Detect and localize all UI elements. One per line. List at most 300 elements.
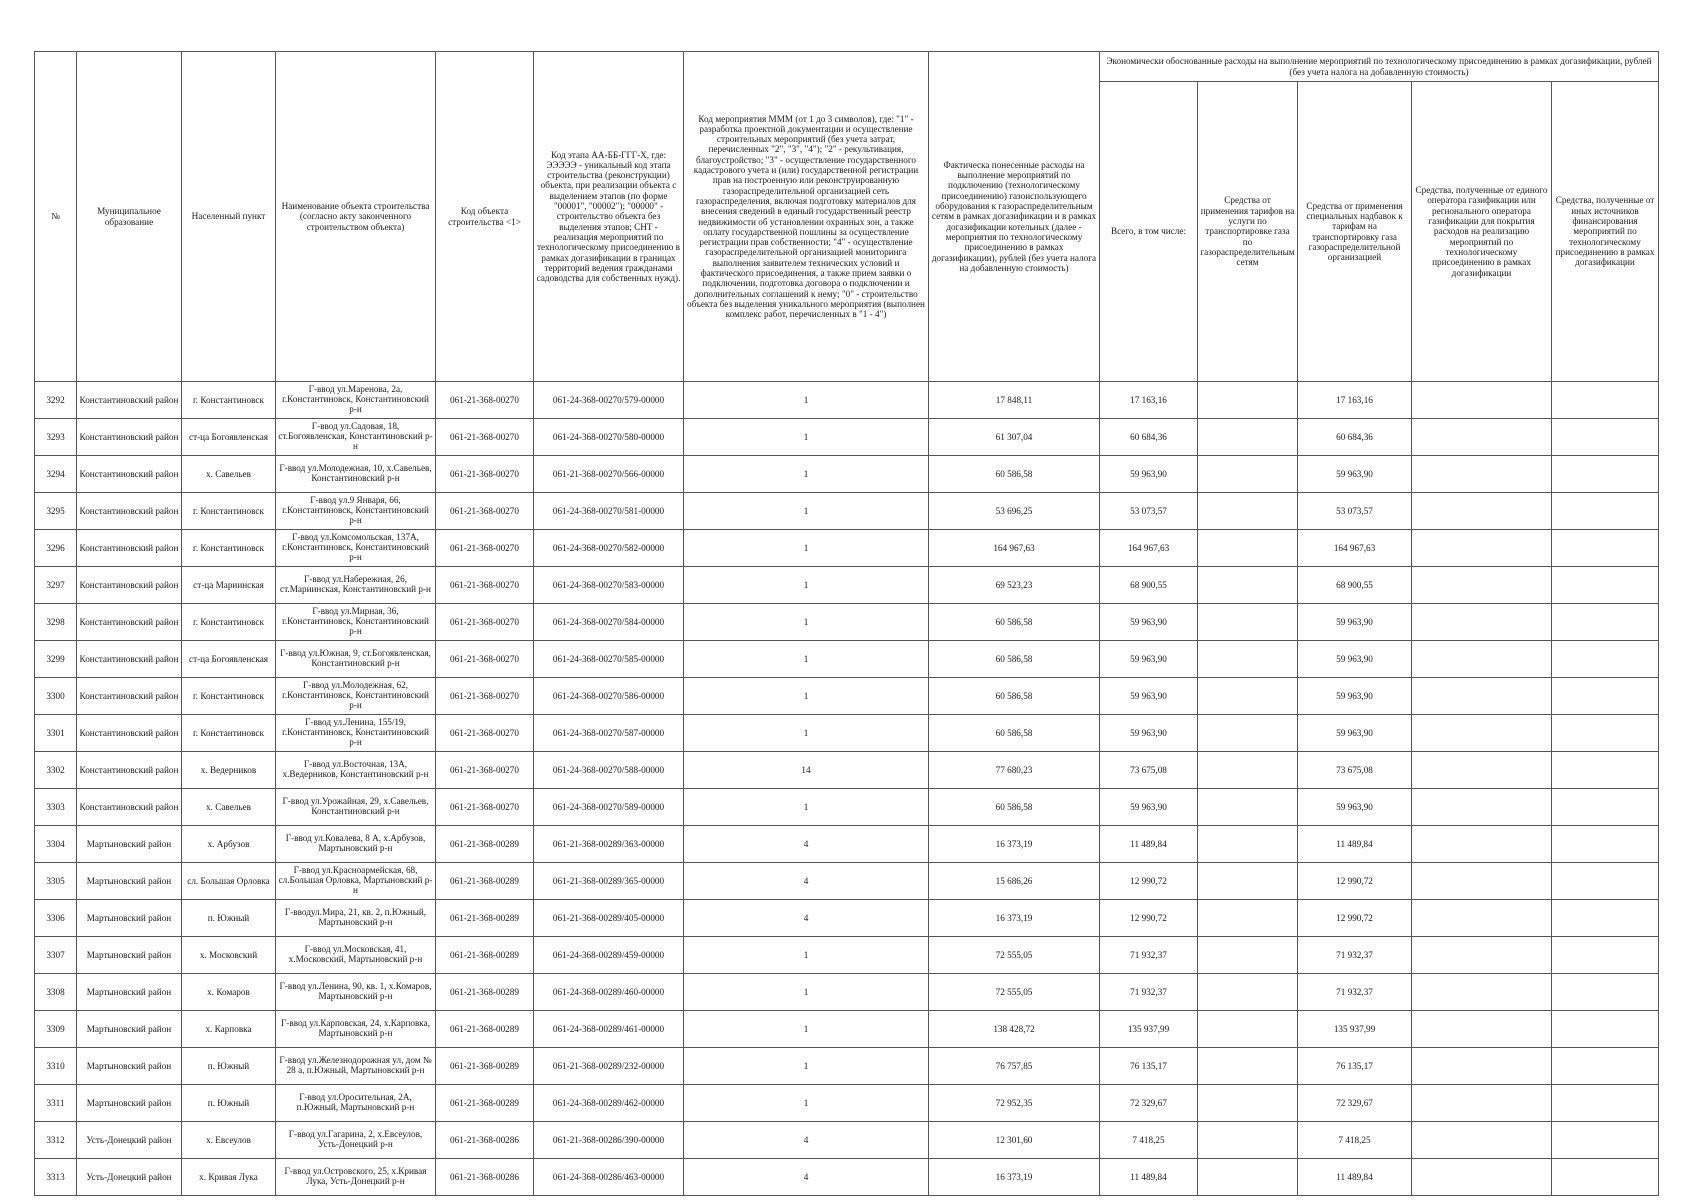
total-cell: 17 163,16 bbox=[1100, 382, 1198, 419]
row-number: 3307 bbox=[35, 937, 77, 974]
table-header bbox=[35, 52, 1659, 382]
row-number: 3293 bbox=[35, 419, 77, 456]
activity-code-cell: 4 bbox=[684, 1159, 929, 1196]
municipality-cell: Константиновский район bbox=[77, 382, 182, 419]
object-name-cell: Г-ввод ул.Мирная, 36, г.Константиновск, Константиновский р-н bbox=[276, 604, 436, 641]
municipality-cell: Мартыновский район bbox=[77, 900, 182, 937]
municipality-cell: Константиновский район bbox=[77, 678, 182, 715]
object-name-cell: Г-ввод ул.Оросительная, 2А, п.Южный, Мартыновский р-н bbox=[276, 1085, 436, 1122]
tariff-funds-cell bbox=[1198, 789, 1298, 826]
col-header-no: № bbox=[35, 52, 77, 382]
operator-funds-cell bbox=[1412, 493, 1552, 530]
actual-costs-cell: 72 952,35 bbox=[929, 1085, 1100, 1122]
stage-code-cell: 061-21-368-00289/363-00000 bbox=[534, 826, 684, 863]
surcharge-funds-cell: 68 900,55 bbox=[1298, 567, 1412, 604]
row-number: 3311 bbox=[35, 1085, 77, 1122]
object-code-cell: 061-21-368-00270 bbox=[436, 752, 534, 789]
object-code-cell: 061-21-368-00289 bbox=[436, 900, 534, 937]
object-code-cell: 061-21-368-00289 bbox=[436, 826, 534, 863]
activity-code-cell: 1 bbox=[684, 567, 929, 604]
activity-code-cell: 4 bbox=[684, 1122, 929, 1159]
stage-code-cell: 061-24-368-00270/579-00000 bbox=[534, 382, 684, 419]
tariff-funds-cell bbox=[1198, 493, 1298, 530]
municipality-cell: Константиновский район bbox=[77, 715, 182, 752]
tariff-funds-cell bbox=[1198, 641, 1298, 678]
tariff-funds-cell bbox=[1198, 1048, 1298, 1085]
row-number: 3297 bbox=[35, 567, 77, 604]
col-header-operator-funds: Средства, полученные от единого оператора газификации или регионального оператора газификации для покрытия расходов на реализацию мероприятий по технологическому присоединению в рамках догазификации bbox=[1412, 82, 1552, 382]
object-code-cell: 061-21-368-00270 bbox=[436, 493, 534, 530]
row-number: 3313 bbox=[35, 1159, 77, 1196]
total-cell: 11 489,84 bbox=[1100, 826, 1198, 863]
stage-code-cell: 061-24-368-00289/461-00000 bbox=[534, 1011, 684, 1048]
municipality-cell: Константиновский район bbox=[77, 641, 182, 678]
other-funds-cell bbox=[1552, 900, 1659, 937]
activity-code-cell: 1 bbox=[684, 678, 929, 715]
surcharge-funds-cell: 17 163,16 bbox=[1298, 382, 1412, 419]
col-header-other-funds: Средства, полученные от иных источников финансирования мероприятий по технологическому присоединению в рамках догазификации bbox=[1552, 82, 1659, 382]
operator-funds-cell bbox=[1412, 419, 1552, 456]
activity-code-cell: 1 bbox=[684, 1048, 929, 1085]
row-number: 3295 bbox=[35, 493, 77, 530]
municipality-cell: Константиновский район bbox=[77, 789, 182, 826]
operator-funds-cell bbox=[1412, 1048, 1552, 1085]
settlement-cell: х. Московский bbox=[182, 937, 276, 974]
total-cell: 68 900,55 bbox=[1100, 567, 1198, 604]
actual-costs-cell: 164 967,63 bbox=[929, 530, 1100, 567]
operator-funds-cell bbox=[1412, 715, 1552, 752]
settlement-cell: г. Константиновск bbox=[182, 678, 276, 715]
surcharge-funds-cell: 60 684,36 bbox=[1298, 419, 1412, 456]
table-row bbox=[35, 1085, 1659, 1122]
table-row bbox=[35, 789, 1659, 826]
operator-funds-cell bbox=[1412, 456, 1552, 493]
total-cell: 73 675,08 bbox=[1100, 752, 1198, 789]
surcharge-funds-cell: 135 937,99 bbox=[1298, 1011, 1412, 1048]
activity-code-cell: 14 bbox=[684, 752, 929, 789]
table-row bbox=[35, 752, 1659, 789]
tariff-funds-cell bbox=[1198, 863, 1298, 900]
table-row bbox=[35, 900, 1659, 937]
tariff-funds-cell bbox=[1198, 752, 1298, 789]
settlement-cell: ст-ца Богоявленская bbox=[182, 419, 276, 456]
surcharge-funds-cell: 11 489,84 bbox=[1298, 1159, 1412, 1196]
surcharge-funds-cell: 12 990,72 bbox=[1298, 863, 1412, 900]
other-funds-cell bbox=[1552, 1085, 1659, 1122]
other-funds-cell bbox=[1552, 937, 1659, 974]
actual-costs-cell: 60 586,58 bbox=[929, 678, 1100, 715]
stage-code-cell: 061-24-368-00270/585-00000 bbox=[534, 641, 684, 678]
table-row bbox=[35, 678, 1659, 715]
total-cell: 59 963,90 bbox=[1100, 789, 1198, 826]
stage-code-cell: 061-24-368-00270/587-00000 bbox=[534, 715, 684, 752]
operator-funds-cell bbox=[1412, 678, 1552, 715]
object-code-cell: 061-21-368-00270 bbox=[436, 456, 534, 493]
total-cell: 59 963,90 bbox=[1100, 604, 1198, 641]
total-cell: 164 967,63 bbox=[1100, 530, 1198, 567]
row-number: 3294 bbox=[35, 456, 77, 493]
table-row bbox=[35, 493, 1659, 530]
table-row bbox=[35, 715, 1659, 752]
row-number: 3306 bbox=[35, 900, 77, 937]
activity-code-cell: 1 bbox=[684, 382, 929, 419]
total-cell: 135 937,99 bbox=[1100, 1011, 1198, 1048]
total-cell: 71 932,37 bbox=[1100, 974, 1198, 1011]
stage-code-cell: 061-24-368-00270/580-00000 bbox=[534, 419, 684, 456]
col-header-econ-group: Экономически обоснованные расходы на выполнение мероприятий по технологическому присоединению в рамках догазификации, рублей (без учета налога на добавленную стоимость) bbox=[1100, 52, 1659, 82]
tariff-funds-cell bbox=[1198, 826, 1298, 863]
tariff-funds-cell bbox=[1198, 456, 1298, 493]
object-code-cell: 061-21-368-00289 bbox=[436, 937, 534, 974]
table-row bbox=[35, 382, 1659, 419]
object-code-cell: 061-21-368-00270 bbox=[436, 382, 534, 419]
other-funds-cell bbox=[1552, 641, 1659, 678]
row-number: 3302 bbox=[35, 752, 77, 789]
activity-code-cell: 1 bbox=[684, 419, 929, 456]
surcharge-funds-cell: 7 418,25 bbox=[1298, 1122, 1412, 1159]
settlement-cell: х. Савельев bbox=[182, 789, 276, 826]
stage-code-cell: 061-24-368-00270/588-00000 bbox=[534, 752, 684, 789]
operator-funds-cell bbox=[1412, 567, 1552, 604]
activity-code-cell: 1 bbox=[684, 530, 929, 567]
other-funds-cell bbox=[1552, 567, 1659, 604]
other-funds-cell bbox=[1552, 1122, 1659, 1159]
settlement-cell: ст-ца Мариинская bbox=[182, 567, 276, 604]
municipality-cell: Мартыновский район bbox=[77, 1048, 182, 1085]
row-number: 3298 bbox=[35, 604, 77, 641]
object-name-cell: Г-ввод ул.Набережная, 26, ст.Мариинская, Константиновский р-н bbox=[276, 567, 436, 604]
activity-code-cell: 1 bbox=[684, 1085, 929, 1122]
object-code-cell: 061-21-368-00286 bbox=[436, 1122, 534, 1159]
settlement-cell: г. Константиновск bbox=[182, 493, 276, 530]
tariff-funds-cell bbox=[1198, 715, 1298, 752]
settlement-cell: х. Савельев bbox=[182, 456, 276, 493]
surcharge-funds-cell: 71 932,37 bbox=[1298, 937, 1412, 974]
municipality-cell: Константиновский район bbox=[77, 752, 182, 789]
stage-code-cell: 061-24-368-00289/459-00000 bbox=[534, 937, 684, 974]
row-number: 3301 bbox=[35, 715, 77, 752]
surcharge-funds-cell: 72 329,67 bbox=[1298, 1085, 1412, 1122]
col-header-settlement: Населенный пункт bbox=[182, 52, 276, 382]
table-row bbox=[35, 419, 1659, 456]
total-cell: 76 135,17 bbox=[1100, 1048, 1198, 1085]
tariff-funds-cell bbox=[1198, 1159, 1298, 1196]
municipality-cell: Константиновский район bbox=[77, 493, 182, 530]
actual-costs-cell: 72 555,05 bbox=[929, 974, 1100, 1011]
actual-costs-cell: 60 586,58 bbox=[929, 604, 1100, 641]
other-funds-cell bbox=[1552, 604, 1659, 641]
tariff-funds-cell bbox=[1198, 1011, 1298, 1048]
total-cell: 59 963,90 bbox=[1100, 456, 1198, 493]
actual-costs-cell: 138 428,72 bbox=[929, 1011, 1100, 1048]
col-header-object-name: Наименование объекта строительства (согласно акту законченного строительством объекта) bbox=[276, 52, 436, 382]
actual-costs-cell: 77 680,23 bbox=[929, 752, 1100, 789]
surcharge-funds-cell: 59 963,90 bbox=[1298, 789, 1412, 826]
object-code-cell: 061-21-368-00286 bbox=[436, 1159, 534, 1196]
municipality-cell: Константиновский район bbox=[77, 530, 182, 567]
other-funds-cell bbox=[1552, 826, 1659, 863]
object-name-cell: Г-ввод ул.Гагарина, 2, х.Евсеулов, Усть-Донецкий р-н bbox=[276, 1122, 436, 1159]
table-row bbox=[35, 974, 1659, 1011]
table-row bbox=[35, 604, 1659, 641]
stage-code-cell: 061-21-368-00289/405-00000 bbox=[534, 900, 684, 937]
tariff-funds-cell bbox=[1198, 419, 1298, 456]
operator-funds-cell bbox=[1412, 789, 1552, 826]
settlement-cell: г. Константиновск bbox=[182, 604, 276, 641]
stage-code-cell: 061-21-368-00289/232-00000 bbox=[534, 1048, 684, 1085]
tariff-funds-cell bbox=[1198, 1122, 1298, 1159]
activity-code-cell: 1 bbox=[684, 1011, 929, 1048]
surcharge-funds-cell: 59 963,90 bbox=[1298, 678, 1412, 715]
col-header-total: Всего, в том числе: bbox=[1100, 82, 1198, 382]
settlement-cell: г. Константиновск bbox=[182, 382, 276, 419]
municipality-cell: Усть-Донецкий район bbox=[77, 1122, 182, 1159]
object-name-cell: Г-вводул.Мира, 21, кв. 2, п.Южный, Мартыновский р-н bbox=[276, 900, 436, 937]
actual-costs-cell: 69 523,23 bbox=[929, 567, 1100, 604]
municipality-cell: Мартыновский район bbox=[77, 863, 182, 900]
municipality-cell: Мартыновский район bbox=[77, 937, 182, 974]
other-funds-cell bbox=[1552, 493, 1659, 530]
col-header-object-code: Код объекта строительства <1> bbox=[436, 52, 534, 382]
tariff-funds-cell bbox=[1198, 1085, 1298, 1122]
tariff-funds-cell bbox=[1198, 567, 1298, 604]
stage-code-cell: 061-24-368-00270/581-00000 bbox=[534, 493, 684, 530]
total-cell: 71 932,37 bbox=[1100, 937, 1198, 974]
settlement-cell: х. Карповка bbox=[182, 1011, 276, 1048]
row-number: 3300 bbox=[35, 678, 77, 715]
row-number: 3305 bbox=[35, 863, 77, 900]
object-name-cell: Г-ввод ул.Южная, 9, ст.Богоявленская, Константиновский р-н bbox=[276, 641, 436, 678]
other-funds-cell bbox=[1552, 1159, 1659, 1196]
row-number: 3308 bbox=[35, 974, 77, 1011]
object-name-cell: Г-ввод ул.Ковалева, 8 А, х.Арбузов, Мартыновский р-н bbox=[276, 826, 436, 863]
object-code-cell: 061-21-368-00270 bbox=[436, 641, 534, 678]
object-name-cell: Г-ввод ул.Островского, 25, х.Кривая Лука, Усть-Донецкий р-н bbox=[276, 1159, 436, 1196]
stage-code-cell: 061-21-368-00270/566-00000 bbox=[534, 456, 684, 493]
activity-code-cell: 4 bbox=[684, 863, 929, 900]
activity-code-cell: 1 bbox=[684, 604, 929, 641]
activity-code-cell: 1 bbox=[684, 789, 929, 826]
activity-code-cell: 1 bbox=[684, 641, 929, 678]
col-header-stage-code: Код этапа АА-ББ-ГГГ-Х, где: ЭЭЭЭЭ - уникальный код этапа строительства (реконструкции) объекта, при реализации объекта с выделением этапов (по форме "00001", "00002"); "00000" - строительство объекта без выделения этапов; СНТ - реализация мероприятий по технологическому присоединению в рамках догазификации в границах территорий ведения гражданами садоводства для собственных нужд). bbox=[534, 52, 684, 382]
object-name-cell: Г-ввод ул.Железнодорожная ул, дом № 28 а, п.Южный, Мартыновский р-н bbox=[276, 1048, 436, 1085]
actual-costs-cell: 15 686,26 bbox=[929, 863, 1100, 900]
table-row bbox=[35, 826, 1659, 863]
other-funds-cell bbox=[1552, 863, 1659, 900]
surcharge-funds-cell: 59 963,90 bbox=[1298, 456, 1412, 493]
stage-code-cell: 061-24-368-00270/584-00000 bbox=[534, 604, 684, 641]
object-name-cell: Г-ввод ул.Карповская, 24, х.Карповка, Мартыновский р-н bbox=[276, 1011, 436, 1048]
total-cell: 59 963,90 bbox=[1100, 715, 1198, 752]
actual-costs-cell: 17 848,11 bbox=[929, 382, 1100, 419]
operator-funds-cell bbox=[1412, 382, 1552, 419]
total-cell: 59 963,90 bbox=[1100, 641, 1198, 678]
stage-code-cell: 061-24-368-00289/460-00000 bbox=[534, 974, 684, 1011]
other-funds-cell bbox=[1552, 1011, 1659, 1048]
table-row bbox=[35, 1122, 1659, 1159]
table-row bbox=[35, 456, 1659, 493]
row-number: 3299 bbox=[35, 641, 77, 678]
stage-code-cell: 061-24-368-00286/463-00000 bbox=[534, 1159, 684, 1196]
actual-costs-cell: 53 696,25 bbox=[929, 493, 1100, 530]
other-funds-cell bbox=[1552, 1048, 1659, 1085]
municipality-cell: Константиновский район bbox=[77, 567, 182, 604]
operator-funds-cell bbox=[1412, 1085, 1552, 1122]
col-header-tariff-funds: Средства от применения тарифов на услуги по транспортировке газа по газораспределительным сетям bbox=[1198, 82, 1298, 382]
surcharge-funds-cell: 71 932,37 bbox=[1298, 974, 1412, 1011]
municipality-cell: Усть-Донецкий район bbox=[77, 1159, 182, 1196]
operator-funds-cell bbox=[1412, 1011, 1552, 1048]
object-code-cell: 061-21-368-00270 bbox=[436, 419, 534, 456]
actual-costs-cell: 16 373,19 bbox=[929, 900, 1100, 937]
operator-funds-cell bbox=[1412, 826, 1552, 863]
other-funds-cell bbox=[1552, 789, 1659, 826]
object-code-cell: 061-21-368-00289 bbox=[436, 863, 534, 900]
row-number: 3312 bbox=[35, 1122, 77, 1159]
object-name-cell: Г-ввод ул.Восточная, 13А, х.Ведерников, Константиновский р-н bbox=[276, 752, 436, 789]
row-number: 3310 bbox=[35, 1048, 77, 1085]
municipality-cell: Константиновский район bbox=[77, 604, 182, 641]
actual-costs-cell: 60 586,58 bbox=[929, 789, 1100, 826]
tariff-funds-cell bbox=[1198, 530, 1298, 567]
other-funds-cell bbox=[1552, 752, 1659, 789]
actual-costs-cell: 12 301,60 bbox=[929, 1122, 1100, 1159]
row-number: 3304 bbox=[35, 826, 77, 863]
activity-code-cell: 1 bbox=[684, 493, 929, 530]
settlement-cell: х. Арбузов bbox=[182, 826, 276, 863]
actual-costs-cell: 60 586,58 bbox=[929, 715, 1100, 752]
activity-code-cell: 1 bbox=[684, 715, 929, 752]
object-name-cell: Г-ввод ул.Ленина, 155/19, г.Константиновск, Константиновский р-н bbox=[276, 715, 436, 752]
settlement-cell: х. Комаров bbox=[182, 974, 276, 1011]
object-name-cell: Г-ввод ул.Комсомольская, 137А, г.Константиновск, Константиновский р-н bbox=[276, 530, 436, 567]
other-funds-cell bbox=[1552, 456, 1659, 493]
operator-funds-cell bbox=[1412, 937, 1552, 974]
tariff-funds-cell bbox=[1198, 604, 1298, 641]
surcharge-funds-cell: 59 963,90 bbox=[1298, 641, 1412, 678]
object-name-cell: Г-ввод ул.Садовая, 18, ст.Богоявленская, Константиновский р-н bbox=[276, 419, 436, 456]
table-row bbox=[35, 641, 1659, 678]
other-funds-cell bbox=[1552, 974, 1659, 1011]
surcharge-funds-cell: 59 963,90 bbox=[1298, 604, 1412, 641]
table-row bbox=[35, 567, 1659, 604]
municipality-cell: Мартыновский район bbox=[77, 1085, 182, 1122]
settlement-cell: х. Ведерников bbox=[182, 752, 276, 789]
total-cell: 7 418,25 bbox=[1100, 1122, 1198, 1159]
settlement-cell: г. Константиновск bbox=[182, 530, 276, 567]
municipality-cell: Мартыновский район bbox=[77, 826, 182, 863]
tariff-funds-cell bbox=[1198, 382, 1298, 419]
total-cell: 72 329,67 bbox=[1100, 1085, 1198, 1122]
object-code-cell: 061-21-368-00289 bbox=[436, 1085, 534, 1122]
stage-code-cell: 061-21-368-00289/365-00000 bbox=[534, 863, 684, 900]
table-row bbox=[35, 1011, 1659, 1048]
object-name-cell: Г-ввод ул.Молодежная, 62, г.Константиновск, Константиновский р-н bbox=[276, 678, 436, 715]
object-name-cell: Г-ввод ул.Маренова, 2а, г.Константиновск, Константиновский р-н bbox=[276, 382, 436, 419]
activity-code-cell: 1 bbox=[684, 974, 929, 1011]
stage-code-cell: 061-21-368-00286/390-00000 bbox=[534, 1122, 684, 1159]
surcharge-funds-cell: 73 675,08 bbox=[1298, 752, 1412, 789]
operator-funds-cell bbox=[1412, 863, 1552, 900]
operator-funds-cell bbox=[1412, 1159, 1552, 1196]
surcharge-funds-cell: 53 073,57 bbox=[1298, 493, 1412, 530]
table-row bbox=[35, 863, 1659, 900]
stage-code-cell: 061-24-368-00270/582-00000 bbox=[534, 530, 684, 567]
settlement-cell: ст-ца Богоявленская bbox=[182, 641, 276, 678]
operator-funds-cell bbox=[1412, 752, 1552, 789]
object-code-cell: 061-21-368-00270 bbox=[436, 530, 534, 567]
row-number: 3296 bbox=[35, 530, 77, 567]
object-code-cell: 061-21-368-00270 bbox=[436, 715, 534, 752]
other-funds-cell bbox=[1552, 678, 1659, 715]
settlement-cell: п. Южный bbox=[182, 1048, 276, 1085]
activity-code-cell: 1 bbox=[684, 937, 929, 974]
object-code-cell: 061-21-368-00289 bbox=[436, 1011, 534, 1048]
other-funds-cell bbox=[1552, 419, 1659, 456]
col-header-activity-code: Код мероприятия МММ (от 1 до 3 символов), где: "1" - разработка проектной документации и осуществление строительных мероприятий (без учета затрат, перечисленных "2", "3", "4"); "2" - рекультивация, благоустройство; "3" - осуществление государственного кадастрового учета и (или) государственной регистрации прав на построенную или реконструированную газораспределительной организацией сеть газораспределения, включая подготовку материалов для внесения сведений в единый государственный реестр недвижимости об установлении охранных зон, а также оплату государственной пошлины за осуществление регистрации прав собственности; "4" - осуществление газораспределительной организацией мониторинга выполнения заявителем технических условий и фактического присоединения, а также прием заявки о подключении, подготовка договора о подключении и дополнительных соглашений к нему; "0" - строительство объекта без выделения уникального мероприятия (выполнен комплекс работ, перечисленных в "1 - 4") bbox=[684, 52, 929, 382]
object-code-cell: 061-21-368-00270 bbox=[436, 567, 534, 604]
object-name-cell: Г-ввод ул.Молодежная, 10, х.Савельев, Константиновский р-н bbox=[276, 456, 436, 493]
table-row bbox=[35, 1048, 1659, 1085]
municipality-cell: Мартыновский район bbox=[77, 1011, 182, 1048]
object-code-cell: 061-21-368-00270 bbox=[436, 604, 534, 641]
object-code-cell: 061-21-368-00270 bbox=[436, 789, 534, 826]
total-cell: 12 990,72 bbox=[1100, 900, 1198, 937]
settlement-cell: х. Евсеулов bbox=[182, 1122, 276, 1159]
actual-costs-cell: 60 586,58 bbox=[929, 641, 1100, 678]
actual-costs-cell: 16 373,19 bbox=[929, 1159, 1100, 1196]
operator-funds-cell bbox=[1412, 604, 1552, 641]
col-header-surcharge-funds: Средства от применения специальных надбавок к тарифам на транспортировку газа газораспределительной организацией bbox=[1298, 82, 1412, 382]
stage-code-cell: 061-24-368-00270/586-00000 bbox=[534, 678, 684, 715]
object-code-cell: 061-21-368-00270 bbox=[436, 678, 534, 715]
activity-code-cell: 4 bbox=[684, 900, 929, 937]
actual-costs-cell: 72 555,05 bbox=[929, 937, 1100, 974]
operator-funds-cell bbox=[1412, 641, 1552, 678]
col-header-municipality: Муниципальное образование bbox=[77, 52, 182, 382]
settlement-cell: г. Константиновск bbox=[182, 715, 276, 752]
surcharge-funds-cell: 11 489,84 bbox=[1298, 826, 1412, 863]
operator-funds-cell bbox=[1412, 974, 1552, 1011]
surcharge-funds-cell: 164 967,63 bbox=[1298, 530, 1412, 567]
object-name-cell: Г-ввод ул.Ленина, 90, кв. 1, х.Комаров, Мартыновский р-н bbox=[276, 974, 436, 1011]
other-funds-cell bbox=[1552, 382, 1659, 419]
municipality-cell: Константиновский район bbox=[77, 456, 182, 493]
activity-code-cell: 4 bbox=[684, 826, 929, 863]
surcharge-funds-cell: 59 963,90 bbox=[1298, 715, 1412, 752]
tariff-funds-cell bbox=[1198, 974, 1298, 1011]
operator-funds-cell bbox=[1412, 1122, 1552, 1159]
stage-code-cell: 061-24-368-00270/583-00000 bbox=[534, 567, 684, 604]
table-row bbox=[35, 1159, 1659, 1196]
settlement-cell: п. Южный bbox=[182, 900, 276, 937]
municipality-cell: Константиновский район bbox=[77, 419, 182, 456]
surcharge-funds-cell: 76 135,17 bbox=[1298, 1048, 1412, 1085]
table-body bbox=[35, 382, 1659, 1196]
activity-code-cell: 1 bbox=[684, 456, 929, 493]
actual-costs-cell: 60 586,58 bbox=[929, 456, 1100, 493]
object-code-cell: 061-21-368-00289 bbox=[436, 1048, 534, 1085]
table-row bbox=[35, 530, 1659, 567]
object-name-cell: Г-ввод ул.Урожайная, 29, х.Савельев, Константиновский р-н bbox=[276, 789, 436, 826]
operator-funds-cell bbox=[1412, 530, 1552, 567]
tariff-funds-cell bbox=[1198, 900, 1298, 937]
total-cell: 53 073,57 bbox=[1100, 493, 1198, 530]
data-table bbox=[34, 51, 1659, 1196]
stage-code-cell: 061-24-368-00270/589-00000 bbox=[534, 789, 684, 826]
object-name-cell: Г-ввод ул.Московская, 41, х.Московский, Мартыновский р-н bbox=[276, 937, 436, 974]
other-funds-cell bbox=[1552, 715, 1659, 752]
